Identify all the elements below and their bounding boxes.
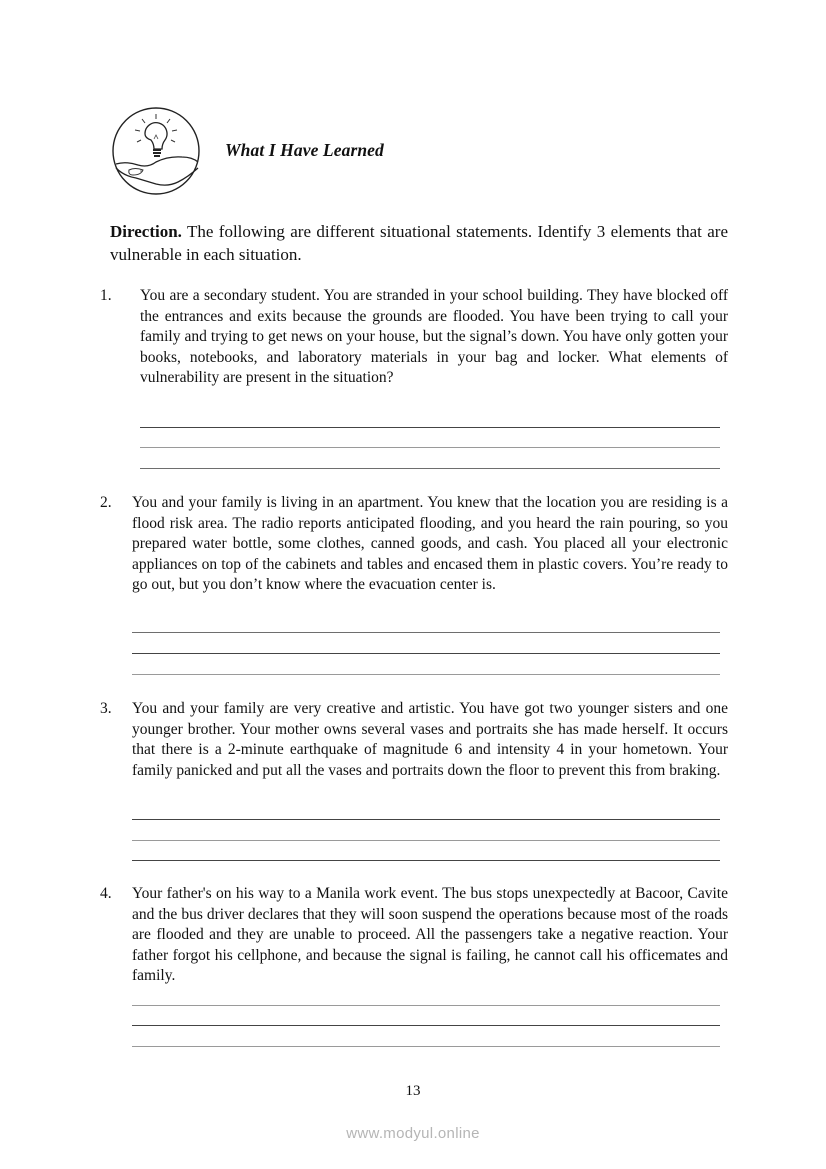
item-number: 1. xyxy=(100,287,112,304)
answer-line-2a[interactable] xyxy=(132,632,720,633)
item-text: Your father's on his way to a Manila work event. The bus stops unexpectedly at Bacoor, Cavite and the bus driver declares that they will soon suspend the operations because most of the roads are flooded and they are unable to proceed. All the passengers take a negative reaction. Your father forgot his cellphone, and because the signal is failing, he cannot call his officemates and family. xyxy=(132,885,728,985)
answer-line-4a[interactable] xyxy=(132,1005,720,1006)
page-number: 13 xyxy=(405,1083,421,1099)
answer-line-3c[interactable] xyxy=(132,860,720,861)
item-text: You and your family is living in an apartment. You knew that the location you are residing is a flood risk area. The radio reports anticipated flooding, and you heard the rain pouring, so you prepared water bottle, some clothes, canned goods, and cash. You placed all your electronic appliances on top of the cabinets and tables and encased them in plastic covers. You’re ready to go out, but you don’t know where the evacuation center is. xyxy=(132,494,728,594)
section-title: What I Have Learned xyxy=(225,140,384,160)
item-number: 4. xyxy=(100,885,112,902)
direction-paragraph xyxy=(110,220,728,266)
answer-line-3b[interactable] xyxy=(132,840,720,841)
lightbulb-in-hand-icon xyxy=(111,106,201,196)
direction-label: Direction. xyxy=(110,222,182,241)
answer-line-2c[interactable] xyxy=(132,674,720,675)
watermark: www.modyul.online xyxy=(346,1125,480,1142)
direction-text: The following are different situational statements. Identify 3 elements that are vulnerable in each situation. xyxy=(110,222,728,264)
answer-line-4c[interactable] xyxy=(132,1046,720,1047)
item-text: You are a secondary student. You are stranded in your school building. They have blocked off the entrances and exits because the grounds are flooded. You have been trying to call your family and trying to get news on your house, but the signal’s down. You have only gotten your books, notebooks, and laboratory materials in your bag and locker. What elements of vulnerability are present in the situation? xyxy=(140,287,728,387)
item-number: 2. xyxy=(100,494,112,511)
answer-line-3a[interactable] xyxy=(132,819,720,820)
item-number: 3. xyxy=(100,700,112,717)
answer-line-2b[interactable] xyxy=(132,653,720,654)
answer-line-1b[interactable] xyxy=(140,447,720,448)
answer-line-1c[interactable] xyxy=(140,468,720,469)
item-text: You and your family are very creative and artistic. You have got two younger sisters and one younger brother. Your mother owns several vases and portraits she has made herself. It occurs that there is a 2-minute earthquake of magnitude 6 and intensity 4 in your hometown. Your family panicked and put all the vases and portraits down the floor to prevent this from braking. xyxy=(132,700,728,779)
answer-line-4b[interactable] xyxy=(132,1025,720,1026)
answer-line-1a[interactable] xyxy=(140,427,720,428)
